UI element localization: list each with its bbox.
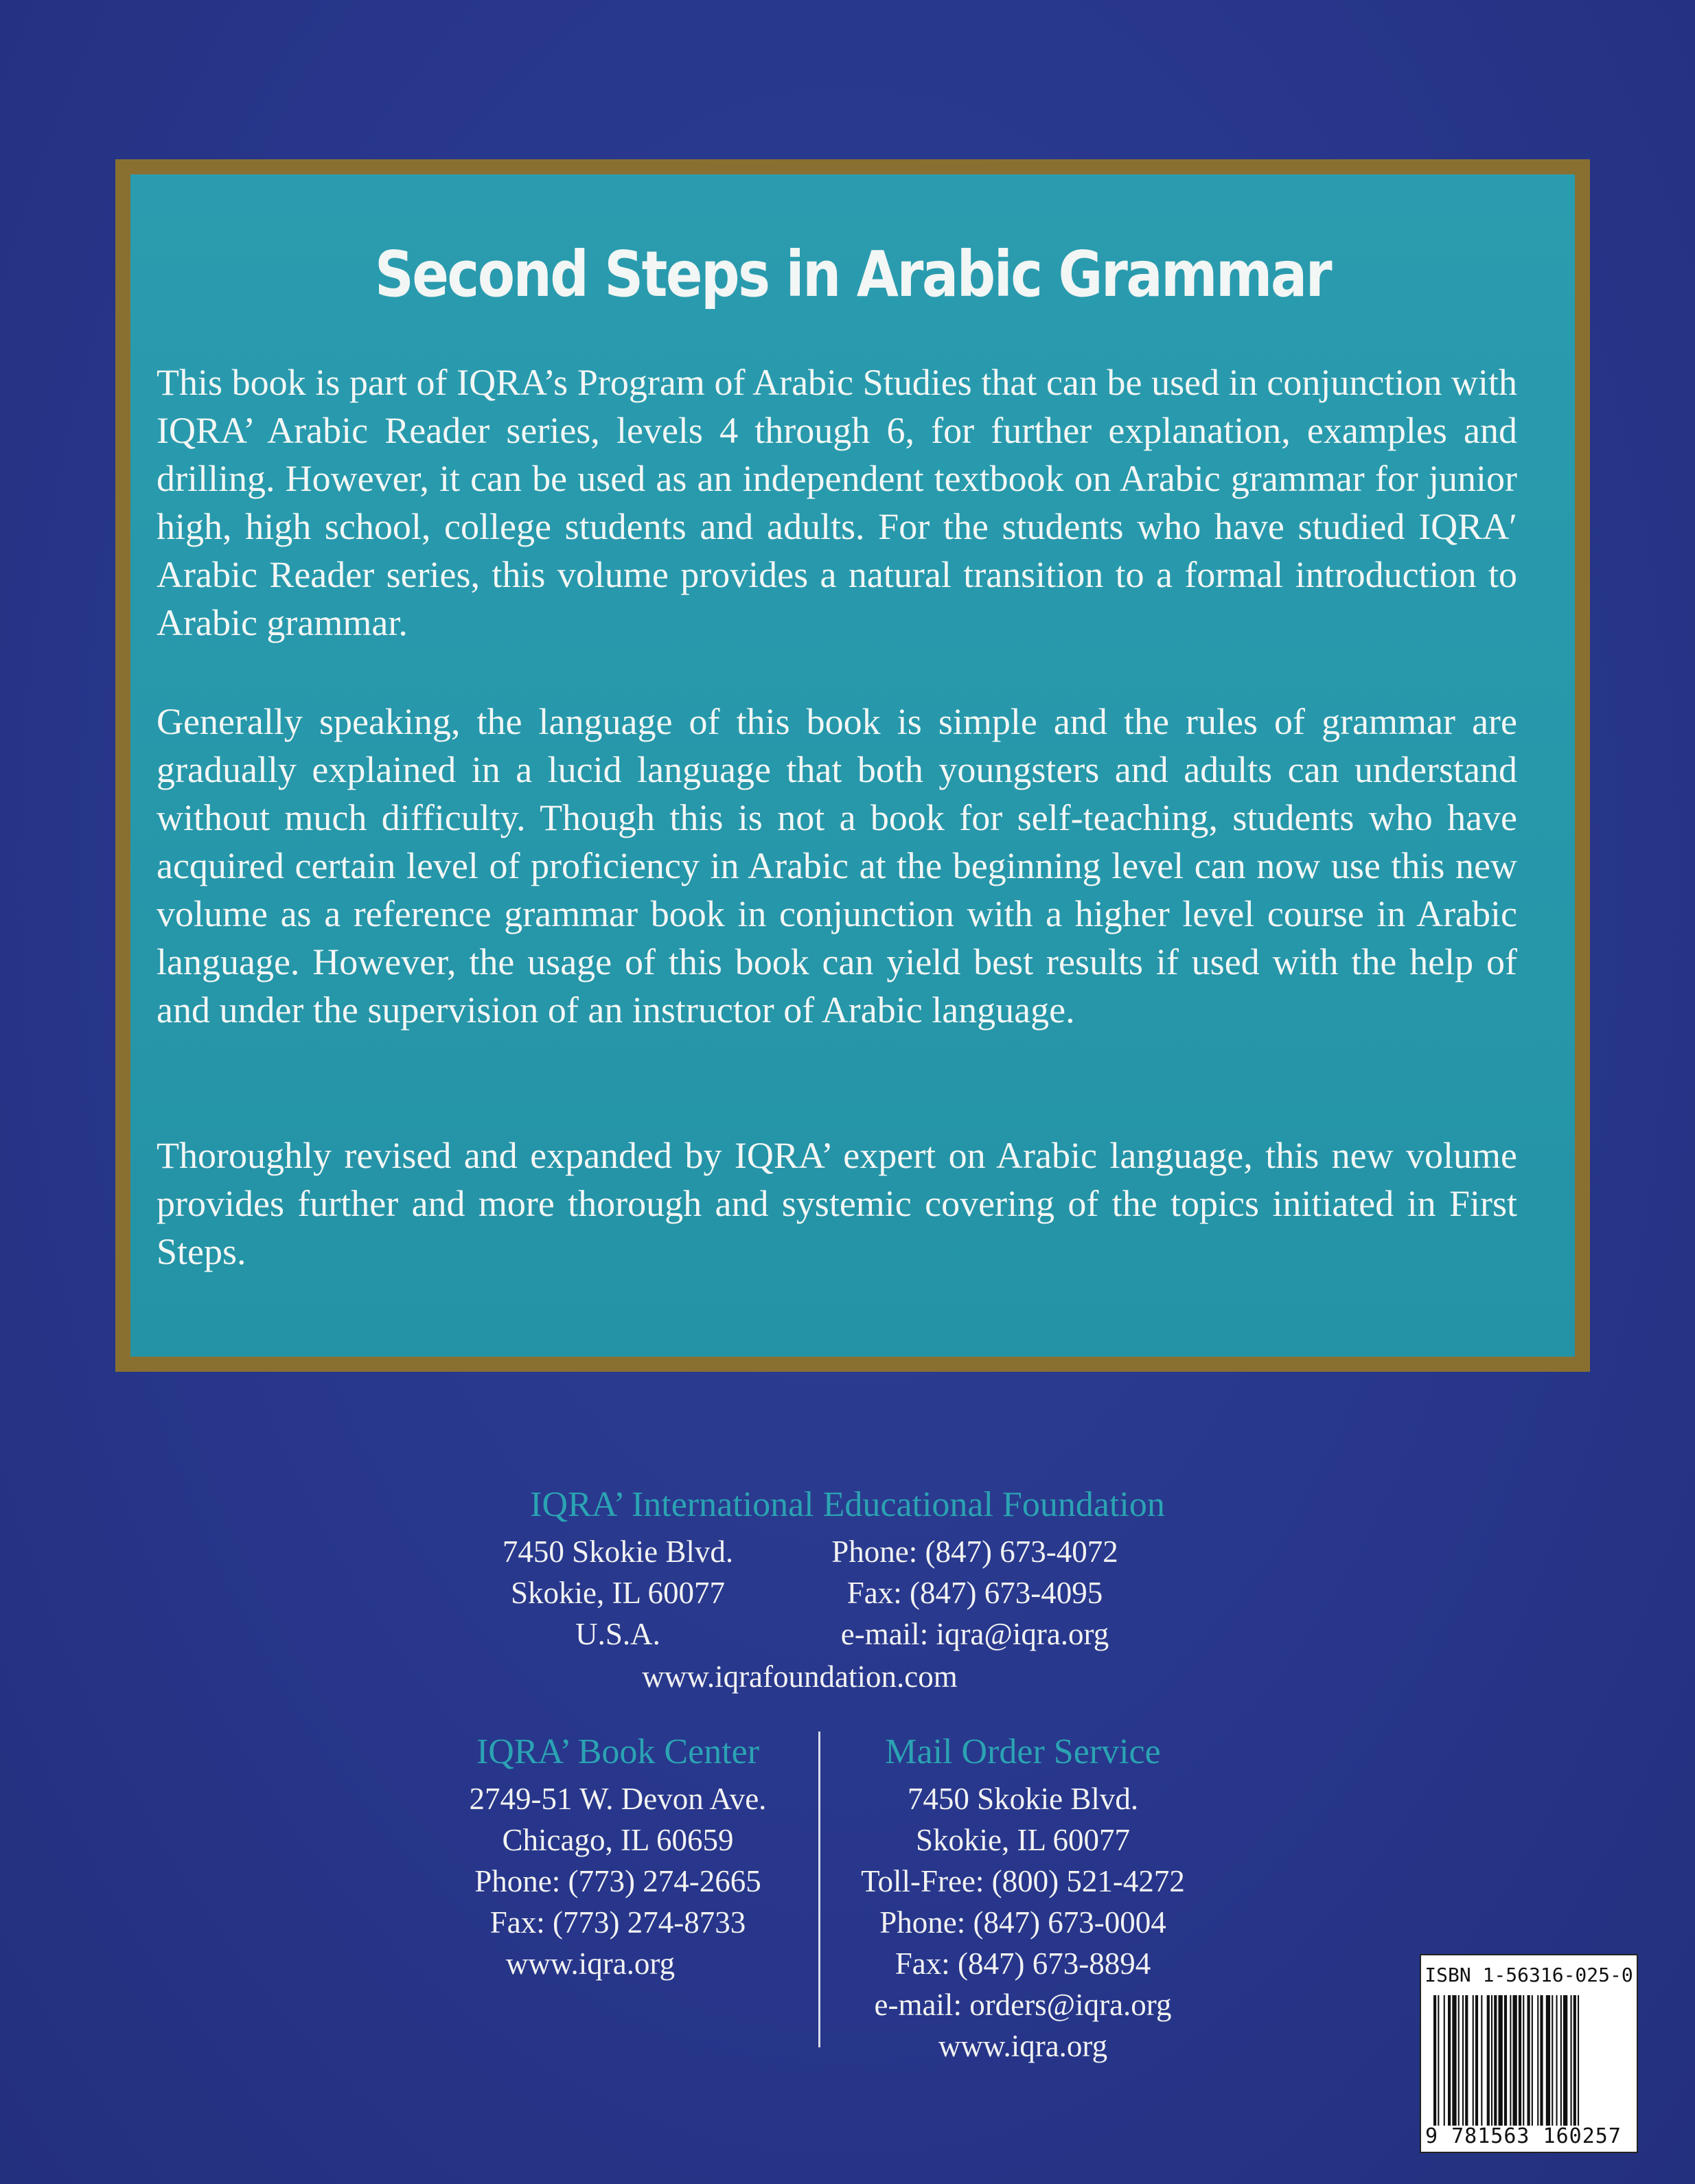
isbn-label: ISBN 1-56316-025-0: [1425, 1964, 1633, 1986]
description-paragraph-1: This book is part of IQRA’s Program of Arabic Studies that can be used in conjunction with IQRA’ Arabic Reader series, levels 4 through 6, for further explanation, examples and drilling. However, it can be used as an independent textbook on Arabic grammar for junior high, high school, college students and adults. For the students who have studied IQRA′ Arabic Reader series, this volume provides a natural transition to a formal introduction to Arabic grammar.: [157, 362, 1517, 643]
foundation-website: www.iqrafoundation.com: [642, 1659, 958, 1694]
book-title: Second Steps in Arabic Grammar: [374, 238, 1331, 311]
barcode-bar: [1444, 1995, 1445, 2126]
mail-order-line-1: 7450 Skokie Blvd.: [907, 1782, 1139, 1816]
description-paragraph-2: Generally speaking, the language of this book is simple and the rules of grammar are gradually explained in a lucid language that both youngsters and adults can understand without much difficulty. Though this is not a book for self-teaching, students who have acquired certain level of proficiency in Arabic at the beginning level can now use this new volume as a reference grammar book in conjunction with a higher level course in Arabic language. However, the usage of this book can yield best results if used with the help of and under the supervision of an instructor of Arabic language.: [157, 701, 1517, 1031]
barcode-bar: [1519, 1995, 1521, 2126]
barcode-bar: [1546, 1995, 1550, 2126]
mail-order-line-4: Phone: (847) 673-0004: [879, 1905, 1166, 1940]
barcode-bar: [1571, 1995, 1572, 2126]
description-paragraph-3: Thoroughly revised and expanded by IQRA’ expert on Arabic language, this new volume provides further and more thorough and systemic covering of the topics initiated in First Steps.: [157, 1135, 1517, 1272]
barcode-bar: [1433, 1995, 1436, 2126]
barcode-icon: [1433, 1995, 1626, 2126]
barcode-bar: [1448, 1995, 1451, 2126]
barcode-bar: [1452, 1995, 1456, 2126]
barcode-bar: [1499, 1995, 1503, 2126]
barcode-bar: [1537, 1995, 1538, 2126]
barcode-bar: [1556, 1995, 1558, 2126]
foundation-email: e-mail: iqra@iqra.org: [840, 1617, 1109, 1651]
barcode-bar: [1578, 1995, 1579, 2126]
mail-order-name: Mail Order Service: [885, 1732, 1161, 1771]
barcode-number: 9 781563 160257: [1425, 2124, 1622, 2148]
barcode-bar: [1532, 1995, 1533, 2126]
barcode-bar: [1510, 1995, 1511, 2126]
barcode-bar: [1540, 1995, 1543, 2126]
barcode-bar: [1573, 1995, 1576, 2126]
barcode-bar: [1552, 1995, 1553, 2126]
foundation-fax: Fax: (847) 673-4095: [846, 1576, 1103, 1610]
mail-order-line-6: e-mail: orders@iqra.org: [874, 1988, 1172, 2022]
barcode-bar: [1494, 1995, 1497, 2126]
foundation-address-3: U.S.A.: [575, 1617, 660, 1651]
barcode-bar: [1473, 1995, 1474, 2126]
foundation-phone: Phone: (847) 673-4072: [831, 1534, 1118, 1569]
book-center-name: IQRA’ Book Center: [476, 1732, 760, 1771]
barcode-bar: [1527, 1995, 1530, 2126]
barcode-bar: [1504, 1995, 1507, 2126]
book-center-line-2: Chicago, IL 60659: [502, 1823, 734, 1857]
barcode-bar: [1462, 1995, 1464, 2126]
mail-order-line-3: Toll-Free: (800) 521-4272: [861, 1864, 1185, 1898]
barcode-bar: [1563, 1995, 1567, 2126]
barcode-bar: [1523, 1995, 1524, 2126]
barcode-bar: [1487, 1995, 1490, 2126]
book-center-line-3: Phone: (773) 274-2665: [474, 1864, 761, 1898]
barcode-bar: [1465, 1995, 1468, 2126]
foundation-address-2: Skokie, IL 60077: [510, 1576, 726, 1610]
isbn-barcode: [1420, 1954, 1638, 2153]
book-center-line-1: 2749-51 W. Devon Ave.: [469, 1782, 767, 1816]
barcode-bar: [1458, 1995, 1460, 2126]
foundation-name: IQRA’ International Educational Foundation: [530, 1485, 1165, 1524]
book-center-line-5: www.iqra.org: [505, 1946, 676, 1981]
barcode-bar: [1491, 1995, 1492, 2126]
mail-order-line-2: Skokie, IL 60077: [915, 1823, 1131, 1857]
barcode-bar: [1513, 1995, 1517, 2126]
foundation-address-1: 7450 Skokie Blvd.: [502, 1534, 734, 1569]
mail-order-line-5: Fax: (847) 673-8894: [895, 1946, 1151, 1981]
barcode-bar: [1481, 1995, 1482, 2126]
book-center-line-4: Fax: (773) 274-8733: [489, 1905, 746, 1940]
barcode-bar: [1560, 1995, 1562, 2126]
mail-order-line-7: www.iqra.org: [938, 2029, 1108, 2063]
barcode-bar: [1438, 1995, 1439, 2126]
barcode-bar: [1475, 1995, 1478, 2126]
